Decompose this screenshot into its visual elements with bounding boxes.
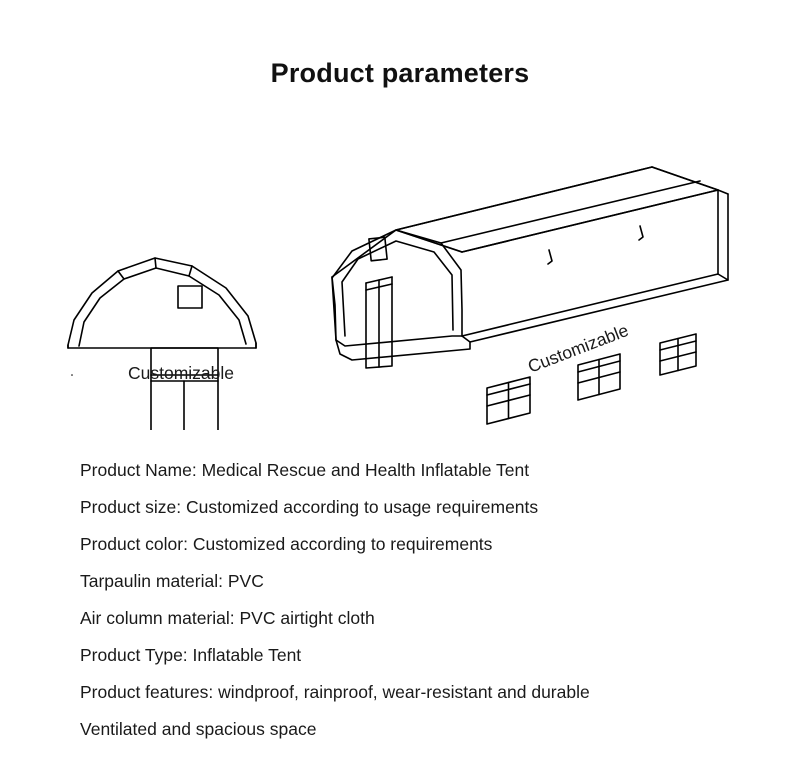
side-window-2 — [578, 354, 620, 400]
perspective-view-group — [332, 167, 728, 424]
side-window-1 — [487, 377, 530, 424]
spec-item: Product Type: Inflatable Tent — [80, 645, 302, 665]
spec-item: Product size: Customized according to usage requirements — [80, 497, 539, 517]
spec-item: Air column material: PVC airtight cloth — [80, 608, 375, 628]
spec-item: Ventilated and spacious space — [80, 719, 317, 739]
page-title: Product parameters — [270, 58, 530, 88]
side-window-3 — [660, 334, 696, 375]
tent-diagram-svg — [0, 130, 800, 430]
spec-item: Tarpaulin material: PVC — [80, 571, 264, 591]
front-dimension-label: Customizable — [128, 363, 235, 383]
product-spec-list — [80, 452, 780, 748]
front-view-group — [65, 258, 318, 430]
spec-item: Product features: windproof, rainproof, wear-resistant and durable — [80, 682, 590, 702]
spec-item: Product Name: Medical Rescue and Health Inflatable Tent — [80, 460, 530, 480]
spec-item: Product color: Customized according to requirements — [80, 534, 493, 554]
tent-diagram — [0, 130, 800, 430]
side-dimension-label: Customizable — [525, 320, 632, 377]
